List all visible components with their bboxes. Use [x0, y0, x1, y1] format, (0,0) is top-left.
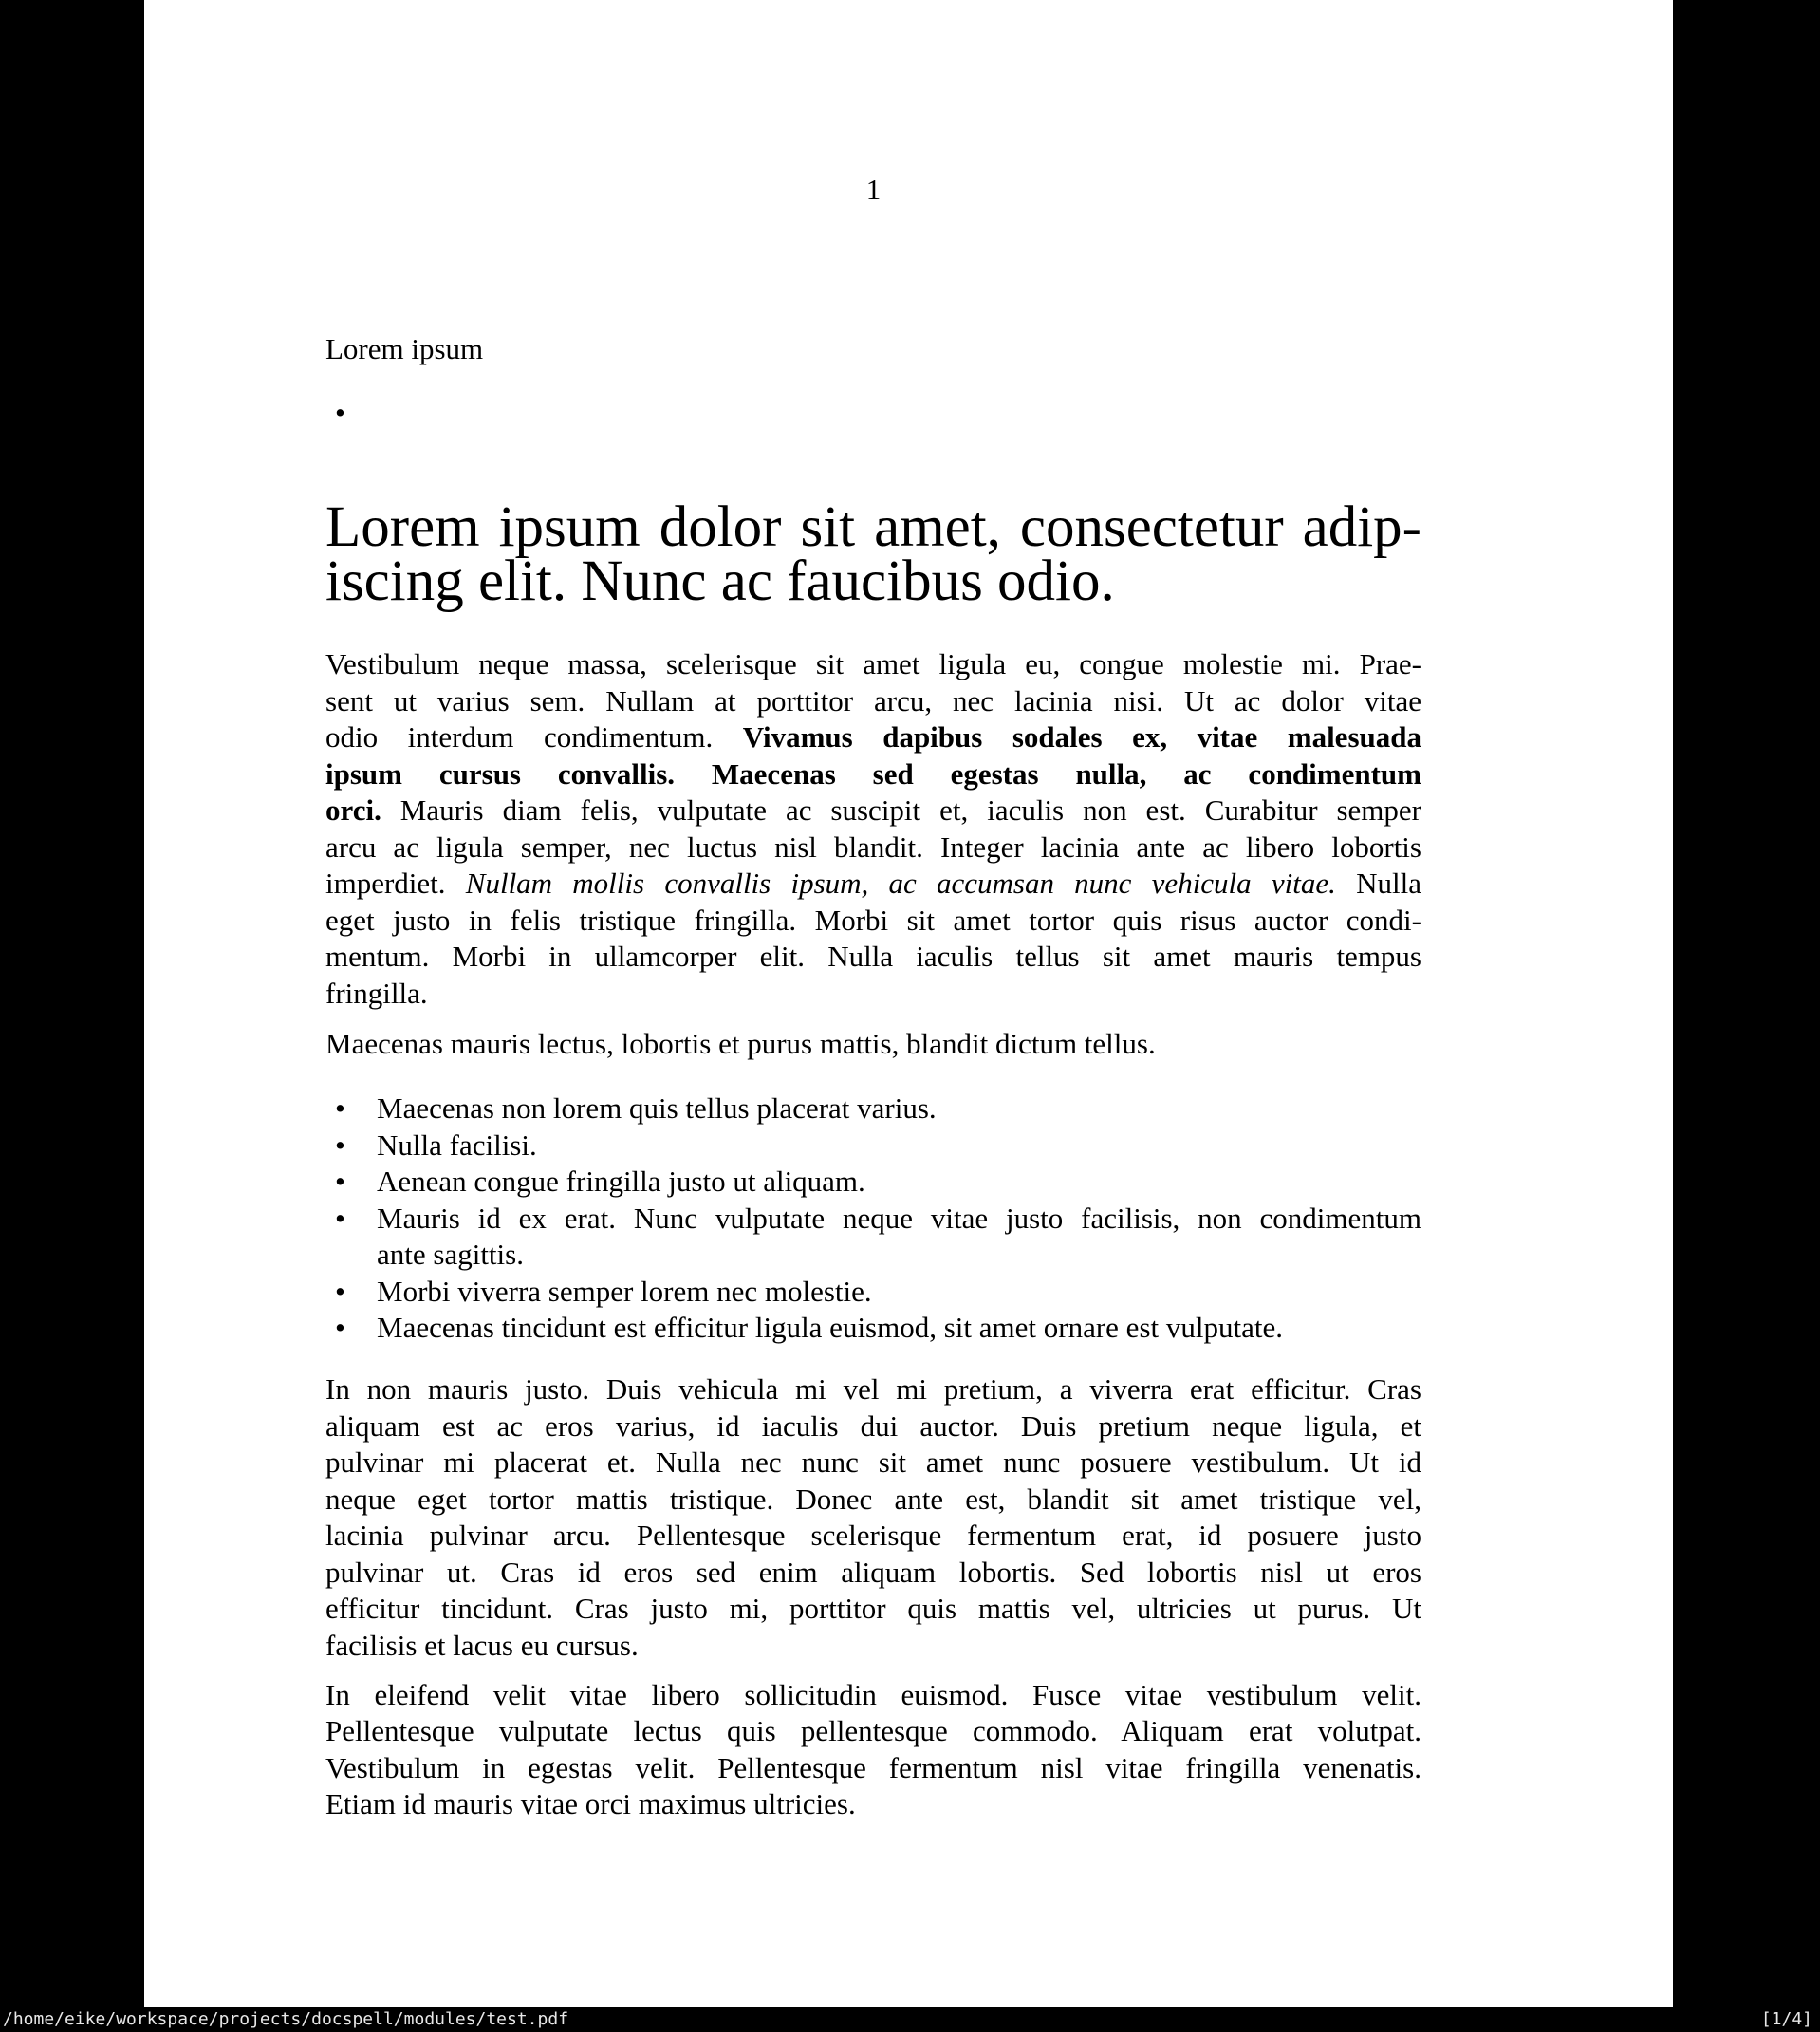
text-segment: In eleifend velit vitae libero sollicitudin euismod. Fusce vitae vestibulum velit.: [325, 1677, 1421, 1711]
text-line: [325, 866, 1421, 903]
paragraph: [325, 1677, 1421, 1823]
text-segment: mentum. Morbi in ullamcorper elit. Nulla iaculis tellus sit amet mauris tempus: [325, 940, 1421, 973]
page-indicator: [1/4]: [1760, 2009, 1812, 2029]
text-segment: lacinia pulvinar arcu. Pellentesque scelerisque fermentum erat, id posuere justo: [325, 1519, 1421, 1552]
page-number: 1: [865, 173, 882, 206]
text-segment: imperdiet.: [325, 867, 466, 900]
text-segment: facilisis et lacus eu cursus.: [325, 1628, 639, 1662]
bullet-list: [325, 1091, 1421, 1347]
text-segment: sent ut varius sem. Nullam at porttitor arcu, nec lacinia nisi. Ut ac dolor vitae: [325, 683, 1421, 718]
text-segment: Etiam id mauris vitae orci maximus ultricies.: [325, 1787, 856, 1820]
text-segment: efficitur tincidunt. Cras justo mi, porttitor quis mattis vel, ultricies ut purus. Ut: [325, 1592, 1421, 1625]
document-page[interactable]: [144, 0, 1673, 2007]
text-line: [325, 1628, 1421, 1665]
text-segment: eget justo in felis tristique fringilla. Morbi sit amet tortor quis risus auctor condi-: [325, 903, 1421, 937]
text-segment: Mauris diam felis, vulputate ac suscipit et, iaculis non est. Curabitur semper: [399, 793, 1421, 827]
text-line: [377, 1164, 1421, 1201]
text-segment: Maecenas mauris lectus, lobortis et purus mattis, blandit dictum tellus.: [325, 1027, 1156, 1060]
lead-text: Lorem ipsum: [325, 332, 484, 365]
text-line: [325, 1591, 1421, 1628]
bullet-icon: •: [335, 1091, 345, 1125]
text-line: [325, 1408, 1421, 1445]
text-line: [377, 1274, 1421, 1311]
text-segment: ipsum cursus convallis. Maecenas sed egestas nulla, ac condimentum: [325, 756, 1421, 791]
list-item: [325, 1164, 1421, 1201]
bullet-icon: •: [335, 1274, 345, 1308]
text-line: [325, 1026, 1421, 1063]
text-segment: Mauris id ex erat. Nunc vulputate neque vitae justo facilisis, non condimentum: [377, 1201, 1421, 1235]
text-line: [325, 1445, 1421, 1482]
text-segment: pulvinar mi placerat et. Nulla nec nunc sit amet nunc posuere vestibulum. Ut id: [325, 1445, 1421, 1479]
text-segment: fringilla.: [325, 976, 428, 1010]
text-segment: neque eget tortor mattis tristique. Donec ante est, blandit sit amet tristique vel,: [325, 1482, 1421, 1516]
text-segment: Vivamus dapibus sodales ex, vitae malesuada: [742, 720, 1421, 754]
text-segment: Vestibulum in egestas velit. Pellentesque fermentum nisl vitae fringilla venenatis.: [325, 1750, 1421, 1784]
text-line: [325, 1482, 1421, 1519]
text-segment: Nulla facilisi.: [377, 1128, 537, 1162]
document-heading: [325, 495, 1421, 613]
list-item-text: [377, 1091, 1421, 1128]
list-item-text: [377, 1274, 1421, 1311]
list-item: [325, 1274, 1421, 1311]
paragraph: [325, 1026, 1421, 1063]
text-segment: ante sagittis.: [377, 1238, 524, 1271]
list-item-text: [377, 1164, 1421, 1201]
text-segment: Aenean congue fringilla justo ut aliquam.: [377, 1165, 865, 1198]
text-segment: Pellentesque vulputate lectus quis pellentesque commodo. Aliquam erat volutpat.: [325, 1714, 1421, 1747]
text-segment: Maecenas non lorem quis tellus placerat varius.: [377, 1091, 937, 1125]
text-line: [377, 1310, 1421, 1347]
list-item: [325, 1310, 1421, 1347]
paragraph: [325, 646, 1421, 1012]
text-line: [325, 495, 1421, 559]
text-segment: Nulla: [1335, 867, 1422, 900]
status-bar: [0, 2007, 1820, 2032]
text-line: [325, 830, 1421, 867]
text-line: [325, 976, 1421, 1013]
bullet-icon: •: [335, 396, 345, 429]
text-line: [325, 1677, 1421, 1714]
text-line: [377, 1128, 1421, 1165]
text-segment: odio interdum condimentum.: [325, 720, 743, 754]
bullet-icon: •: [335, 1128, 345, 1162]
lone-bullet-item: [325, 395, 1421, 432]
text-line: [325, 683, 1421, 720]
text-segment: Lorem ipsum dolor sit amet, consectetur adip-: [325, 495, 1421, 559]
list-item-text: [377, 1310, 1421, 1347]
text-line: [325, 1750, 1421, 1787]
list-item-text: [377, 1201, 1421, 1274]
text-line: [325, 1555, 1421, 1592]
bullet-icon: •: [335, 1311, 345, 1344]
list-item-text: [377, 1128, 1421, 1165]
text-line: [325, 1371, 1421, 1408]
text-line: [377, 1091, 1421, 1128]
text-segment: Vestibulum neque massa, scelerisque sit amet ligula eu, congue molestie mi. Prae-: [325, 647, 1421, 680]
text-segment: In non mauris justo. Duis vehicula mi vel mi pretium, a viverra erat efficitur. Cras: [325, 1372, 1421, 1406]
text-segment: arcu ac ligula semper, nec luctus nisl blandit. Integer lacinia ante ac libero lobortis: [325, 830, 1421, 864]
bullet-icon: •: [335, 1165, 345, 1198]
text-line: [325, 1786, 1421, 1823]
list-item: [325, 1128, 1421, 1165]
text-line: [325, 756, 1421, 793]
bullet-icon: •: [335, 1201, 345, 1235]
text-segment: pulvinar ut. Cras id eros sed enim aliquam lobortis. Sed lobortis nisl ut eros: [325, 1555, 1421, 1589]
text-line: [325, 939, 1421, 976]
text-line: [325, 719, 1421, 756]
file-path: /home/eike/workspace/projects/docspell/modules/test.pdf: [3, 2009, 569, 2029]
text-segment: iscing elit. Nunc ac faucibus odio.: [325, 550, 1115, 613]
text-segment: Morbi viverra semper lorem nec molestie.: [377, 1274, 872, 1308]
paragraph: [325, 1371, 1421, 1664]
text-segment: Maecenas tincidunt est efficitur ligula euismod, sit amet ornare est vulputate.: [377, 1311, 1283, 1344]
text-segment: aliquam est ac eros varius, id iaculis dui auctor. Duis pretium neque ligula, et: [325, 1408, 1421, 1443]
list-item: [325, 1201, 1421, 1274]
text-line: [325, 646, 1421, 683]
text-line: [325, 550, 1421, 613]
text-line: [325, 1713, 1421, 1750]
text-segment: Nullam mollis convallis ipsum, ac accumsan nunc vehicula vitae.: [465, 867, 1336, 900]
text-line: [325, 1518, 1421, 1555]
text-line: [325, 792, 1421, 830]
text-segment: orci.: [325, 793, 400, 827]
text-line: [377, 1201, 1421, 1238]
list-item: [325, 1091, 1421, 1128]
text-line: [377, 1237, 1421, 1274]
text-line: [325, 903, 1421, 940]
